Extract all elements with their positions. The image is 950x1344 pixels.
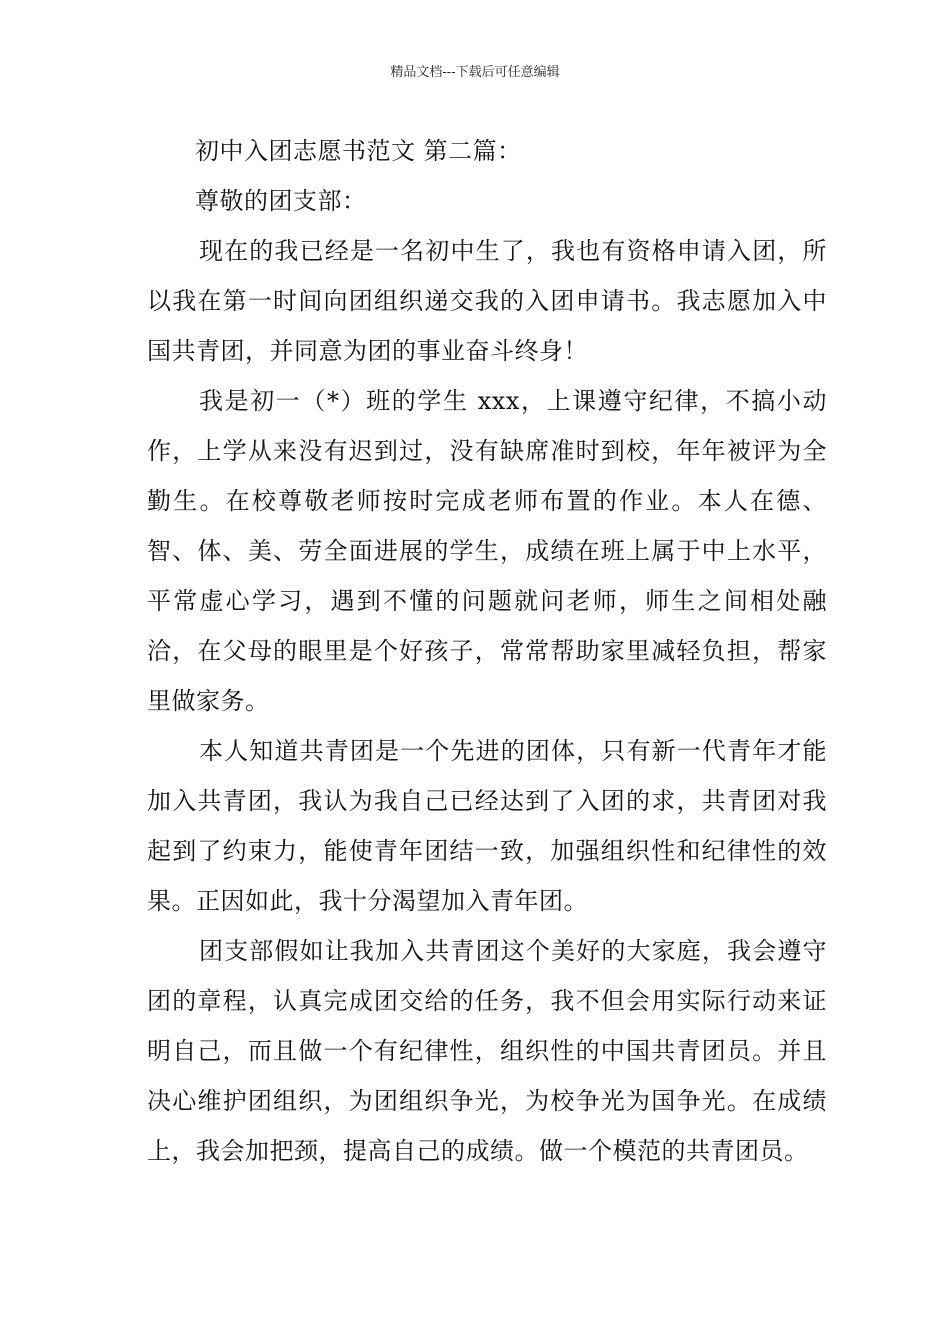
salutation: 尊敬的团支部： — [195, 187, 367, 215]
paragraph-commitment: 团支部假如让我加入共青团这个美好的大家庭，我会遵守团的章程，认真完成团交给的任务，我不但会用实际行动来证明自己，而且做一个有纪律性，组织性的中国共青团员。并且决心维护团组织，为团组织争光，为校争光为国争光。在成绩上，我会加把颈，提高自己的成绩。做一个模范的共青团员。 — [147, 937, 827, 1165]
page-header: 精品文档---下载后可任意编辑 — [390, 65, 560, 80]
paragraph-self-introduction: 我是初一（*）班的学生 xxx，上课遵守纪律，不搞小动作，上学从来没有迟到过，没有缺席准时到校，年年被评为全勤生。在校尊敬老师按时完成老师布置的作业。本人在德、智、体、美、劳全面进展的学生，成绩在班上属于中上水平，平常虚心学习，遇到不懂的问题就问老师，师生之间相处融洽，在父母的眼里是个好孩子，常常帮助家里减轻负担，帮家里做家务。 — [147, 387, 827, 715]
document-title: 初中入团志愿书范文 第二篇： — [195, 137, 522, 165]
document-body — [147, 126, 827, 1176]
paragraph-understanding: 本人知道共青团是一个先进的团体，只有新一代青年才能加入共青团，我认为我自己已经达到了入团的求，共青团对我起到了约束力，能使青年团结一致，加强组织性和纪律性的效果。正因如此，我十分渴望加入青年团。 — [147, 737, 827, 915]
paragraph-application: 现在的我已经是一名初中生了，我也有资格申请入团，所以我在第一时间向团组织递交我的入团申请书。我志愿加入中国共青团，并同意为团的事业奋斗终身！ — [147, 237, 827, 365]
